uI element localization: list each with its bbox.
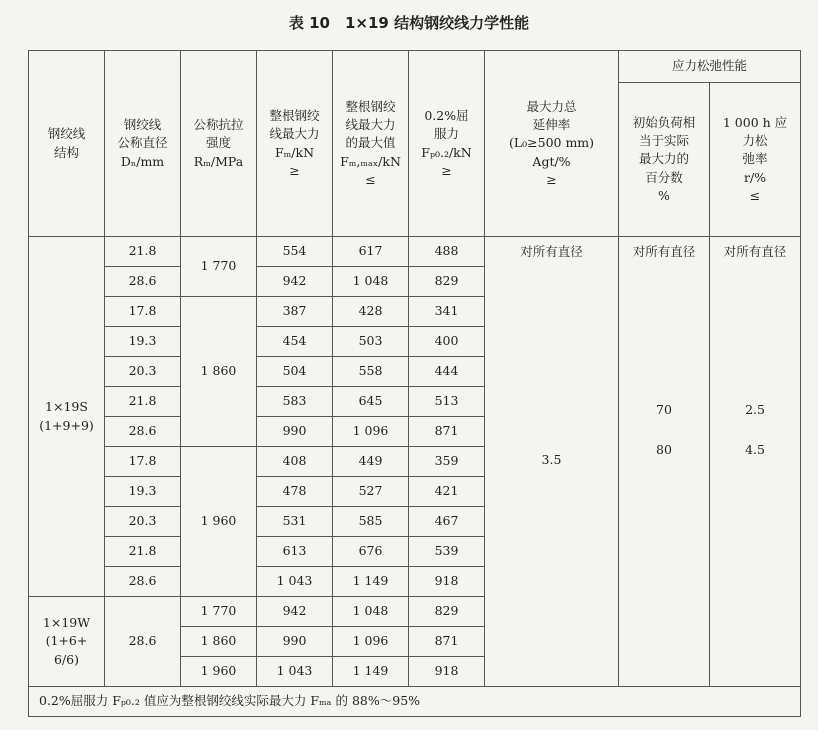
cell: 341 bbox=[409, 297, 485, 327]
cell: 676 bbox=[333, 537, 409, 567]
cell: 28.6 bbox=[105, 417, 181, 447]
structure-1x19w: 1×19W (1+6+ 6/6) bbox=[29, 597, 105, 687]
cell: 1 960 bbox=[181, 657, 257, 687]
cell: 531 bbox=[257, 507, 333, 537]
relaxation-rate-cell: 对所有直径 2.5 4.5 bbox=[710, 237, 801, 687]
cell: 21.8 bbox=[105, 237, 181, 267]
cell: 28.6 bbox=[105, 567, 181, 597]
cell: 444 bbox=[409, 357, 485, 387]
cell: 21.8 bbox=[105, 387, 181, 417]
cell: 829 bbox=[409, 597, 485, 627]
cell: 359 bbox=[409, 447, 485, 477]
cell: 918 bbox=[409, 657, 485, 687]
initial-load-cell: 对所有直径 70 80 bbox=[619, 237, 710, 687]
cell: 585 bbox=[333, 507, 409, 537]
header-max-force: 整根钢绞 线最大力 Fₘ/kN ≥ bbox=[257, 51, 333, 237]
strength-cell: 1 960 bbox=[181, 447, 257, 597]
cell: 478 bbox=[257, 477, 333, 507]
cell: 1 096 bbox=[333, 417, 409, 447]
cell: 990 bbox=[257, 417, 333, 447]
cell: 829 bbox=[409, 267, 485, 297]
cell: 1 149 bbox=[333, 657, 409, 687]
cell: 539 bbox=[409, 537, 485, 567]
cell: 19.3 bbox=[105, 477, 181, 507]
elongation-cell: 对所有直径 3.5 bbox=[485, 237, 619, 687]
cell: 1 149 bbox=[333, 567, 409, 597]
cell: 428 bbox=[333, 297, 409, 327]
cell: 1 096 bbox=[333, 627, 409, 657]
header-diameter: 钢绞线 公称直径 Dₙ/mm bbox=[105, 51, 181, 237]
cell: 1 043 bbox=[257, 657, 333, 687]
cell: 918 bbox=[409, 567, 485, 597]
cell: 28.6 bbox=[105, 267, 181, 297]
cell: 421 bbox=[409, 477, 485, 507]
cell: 513 bbox=[409, 387, 485, 417]
cell: 454 bbox=[257, 327, 333, 357]
header-yield: 0.2%屈 服力 Fₚ₀.₂/kN ≥ bbox=[409, 51, 485, 237]
cell: 990 bbox=[257, 627, 333, 657]
cell: 467 bbox=[409, 507, 485, 537]
cell: 21.8 bbox=[105, 537, 181, 567]
header-elongation: 最大力总 延伸率 (L₀≥500 mm) Agt/% ≥ bbox=[485, 51, 619, 237]
cell: 504 bbox=[257, 357, 333, 387]
cell: 871 bbox=[409, 417, 485, 447]
header-structure: 钢绞线 结构 bbox=[29, 51, 105, 237]
strength-cell: 1 770 bbox=[181, 237, 257, 297]
table-row bbox=[29, 237, 801, 267]
strength-cell: 1 860 bbox=[181, 297, 257, 447]
cell: 503 bbox=[333, 327, 409, 357]
cell: 19.3 bbox=[105, 327, 181, 357]
header-max-force-max: 整根钢绞 线最大力 的最大值 Fₘ,ₘₐₓ/kN ≤ bbox=[333, 51, 409, 237]
diameter-cell: 28.6 bbox=[105, 597, 181, 687]
cell: 20.3 bbox=[105, 507, 181, 537]
cell: 17.8 bbox=[105, 297, 181, 327]
cell: 558 bbox=[333, 357, 409, 387]
header-initial-load: 初始负荷相 当于实际 最大力的 百分数 % bbox=[619, 83, 710, 237]
cell: 1 770 bbox=[181, 597, 257, 627]
cell: 942 bbox=[257, 267, 333, 297]
cell: 1 860 bbox=[181, 627, 257, 657]
table-footnote: 0.2%屈服力 Fₚ₀.₂ 值应为整根钢绞线实际最大力 Fₘₐ 的 88%～95% bbox=[29, 687, 801, 717]
cell: 20.3 bbox=[105, 357, 181, 387]
cell: 408 bbox=[257, 447, 333, 477]
cell: 1 048 bbox=[333, 597, 409, 627]
cell: 583 bbox=[257, 387, 333, 417]
cell: 387 bbox=[257, 297, 333, 327]
header-relaxation-group: 应力松弛性能 bbox=[619, 51, 801, 83]
mechanical-properties-table bbox=[28, 50, 801, 717]
cell: 1 043 bbox=[257, 567, 333, 597]
cell: 1 048 bbox=[333, 267, 409, 297]
cell: 645 bbox=[333, 387, 409, 417]
cell: 527 bbox=[333, 477, 409, 507]
cell: 449 bbox=[333, 447, 409, 477]
cell: 488 bbox=[409, 237, 485, 267]
cell: 617 bbox=[333, 237, 409, 267]
structure-1x19s: 1×19S (1+9+9) bbox=[29, 237, 105, 597]
cell: 942 bbox=[257, 597, 333, 627]
cell: 554 bbox=[257, 237, 333, 267]
table-title: 表 10 1×19 结构钢绞线力学性能 bbox=[288, 14, 530, 32]
cell: 613 bbox=[257, 537, 333, 567]
cell: 871 bbox=[409, 627, 485, 657]
header-relaxation-rate: 1 000 h 应 力松 弛率 r/% ≤ bbox=[710, 83, 801, 237]
cell: 400 bbox=[409, 327, 485, 357]
cell: 17.8 bbox=[105, 447, 181, 477]
header-strength: 公称抗拉 强度 Rₘ/MPa bbox=[181, 51, 257, 237]
